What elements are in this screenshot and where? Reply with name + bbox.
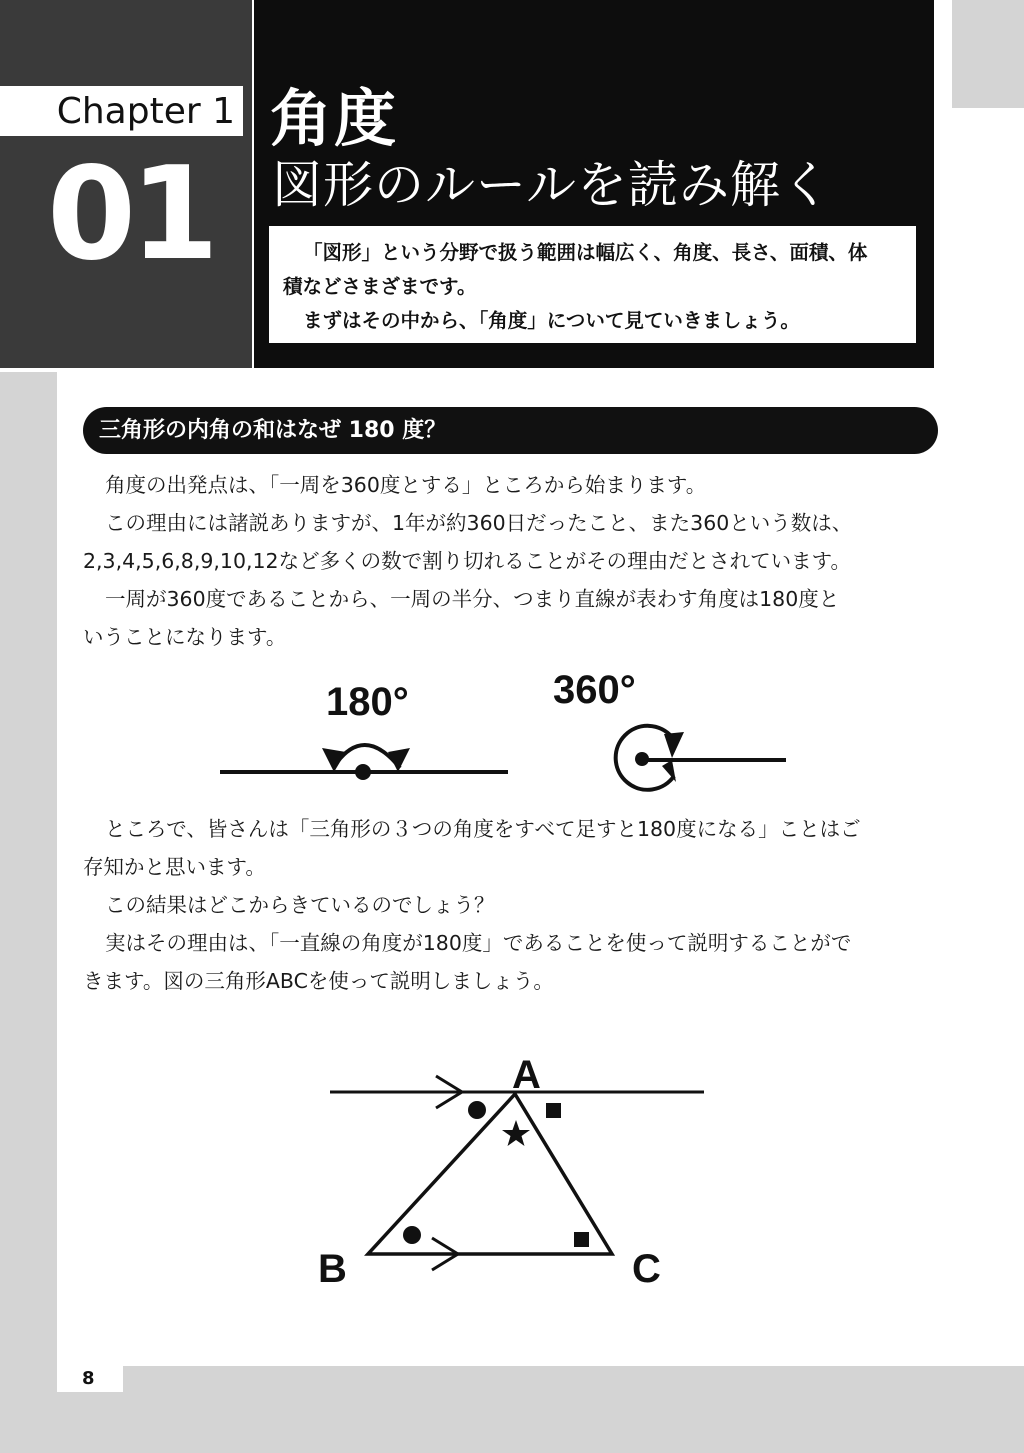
paragraph-line: この理由には諸説ありますが、1年が約360日だったこと、また360という数は、	[105, 511, 853, 535]
paragraph-line: 実はその理由は、「一直線の角度が180度」であることを使って説明することがで	[105, 931, 852, 955]
paragraph-line: ところで、皆さんは「三角形の３つの角度をすべて足すと180度になる」ことはご	[105, 817, 861, 841]
vertex-label-a: A	[512, 1053, 541, 1097]
label-360-degrees: 360°	[553, 668, 636, 712]
vertex-label-c: C	[632, 1247, 661, 1291]
intro-line: まずはその中から、「角度」について見ていきましょう。	[303, 309, 800, 332]
angle-mark-square-c	[574, 1232, 589, 1247]
vertex-label-b: B	[318, 1247, 347, 1291]
paragraph-line: いうことになります。	[83, 625, 287, 649]
paragraph-line: 一周が360度であることから、一周の半分、つまり直線が表わす角度は180度と	[105, 587, 840, 611]
label-180-degrees: 180°	[326, 680, 409, 724]
intro-line: 積などさまざまです。	[283, 275, 477, 298]
paragraph-line: 角度の出発点は、「一周を360度とする」ところから始まります。	[105, 473, 707, 497]
angle-mark-circle-b	[403, 1226, 421, 1244]
paragraph-line: この結果はどこからきているのでしょう？	[105, 893, 495, 917]
page-number: 8	[57, 1366, 123, 1392]
angle-mark-star	[502, 1120, 530, 1146]
paragraph-line: 2,3,4,5,6,8,9,10,12など多くの数で割り切れることがその理由だとされています。	[83, 549, 851, 573]
chapter-number: 01	[46, 140, 214, 289]
intro-line: 「図形」という分野で扱う範囲は幅広く、角度、長さ、面積、体	[303, 241, 868, 264]
paragraph-line: 存知かと思います。	[83, 855, 266, 879]
page-title: 角度	[270, 82, 399, 155]
paragraph-line: きます。図の三角形ABCを使って説明しましょう。	[83, 969, 554, 993]
section-heading: 三角形の内角の和はなぜ 180 度？	[83, 407, 938, 454]
page-subtitle: 図形のルールを読み解く	[272, 156, 832, 214]
angle-mark-square-top	[546, 1103, 561, 1118]
angle-mark-circle-top	[468, 1101, 486, 1119]
chapter-label: Chapter 1	[56, 90, 235, 132]
